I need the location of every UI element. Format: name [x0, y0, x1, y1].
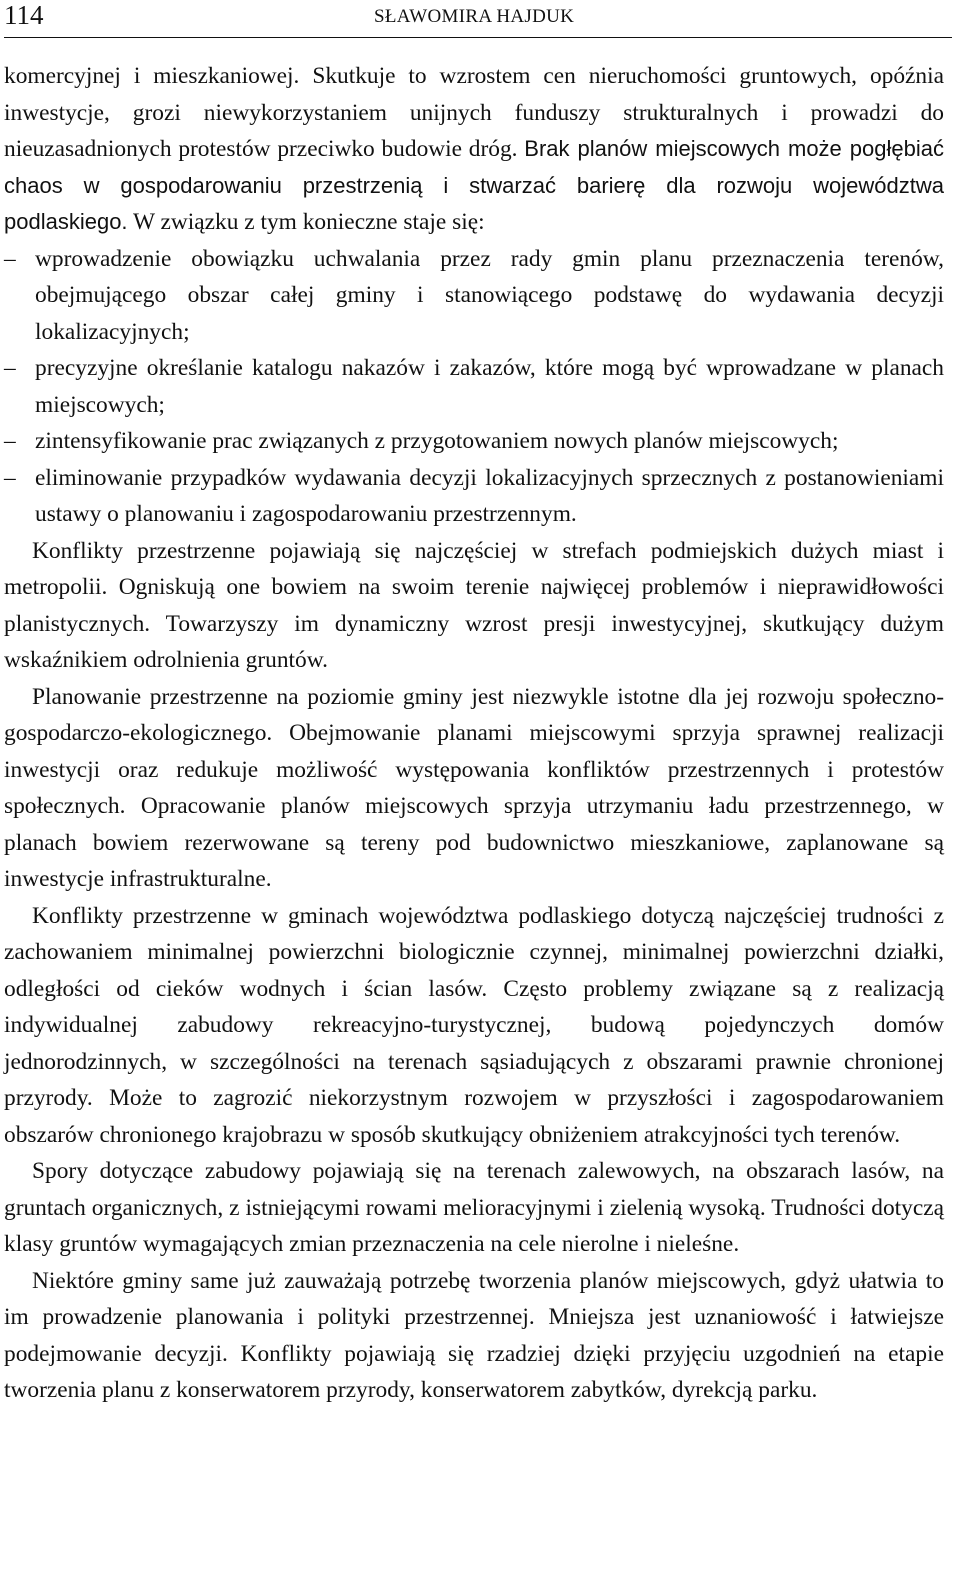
paragraph-1-start: komercyjnej i mieszkaniowej. Skutkuje to wzrostem cen nieruchomości gruntowych, opóźnia inwestycje, grozi niewykorzystaniem unijnych funduszy strukturalnych i prowadzi do nieuzasadnionych protestów przeciwko budowie dróg.: [4, 63, 944, 162]
list-item: [4, 423, 944, 460]
paragraph-2: Konflikty przestrzenne pojawiają się najczęściej w strefach podmiejskich dużych miast i metropolii. Ogniskują one bowiem na swoim terenie najwięcej problemów i nieprawidłowości planistycznych. Towarzyszy im dynamiczny wzrost presji inwestycyjnej, skutkujący dużym wskaźnikiem odrolnienia gruntów.: [4, 537, 944, 673]
list-dash: –: [4, 428, 16, 454]
list-item-text: wprowadzenie obowiązku uchwalania przez rady gmin planu przeznaczenia terenów, obejmującego obszar całej gminy i stanowiącego podstawę do wydawania decyzji lokalizacyjnych;: [35, 245, 944, 345]
paragraph-3: Planowanie przestrzenne na poziomie gminy jest niezwykle istotne dla jej rozwoju społeczno-gospodarczo-ekologicznego. Obejmowanie planami miejscowymi sprzyja sprawnej realizacji inwestycji oraz redukuje możliwość występowania konfliktów przestrzennych i protestów społecznych. Opracowanie planów miejscowych sprzyja utrzymaniu ładu przestrzennego, w planach bowiem rezerwowane są tereny pod budownictwo mieszkaniowe, zaplanowane są inwestycje infrastrukturalne.: [4, 683, 944, 892]
list-item: [4, 460, 944, 533]
list-item: [4, 350, 944, 423]
list-item: [4, 241, 944, 351]
list-dash: –: [4, 245, 16, 272]
header-rule: [4, 37, 952, 38]
paragraph-1-narrow: Brak planów miejscowych może pogłębiać chaos w gospodarowaniu przestrzenią i stwarzać barierę dla rozwoju województwa podlaskiego.: [4, 136, 944, 234]
running-head: SŁAWOMIRA HAJDUK: [374, 6, 575, 27]
list-item-text: precyzyjne określanie katalogu nakazów i zakazów, które mogą być wprowadzane w planach miejscowych;: [35, 355, 944, 418]
list-dash: –: [4, 464, 16, 491]
list-item-text: eliminowanie przypadków wydawania decyzji lokalizacyjnych sprzecznych z postanowieniami ustawy o planowaniu i zagospodarowaniu przestrzennym.: [35, 464, 944, 527]
article-body: [4, 58, 944, 1409]
paragraph-4: Konflikty przestrzenne w gminach województwa podlaskiego dotyczą najczęściej trudności z zachowaniem minimalnej powierzchni biologicznie czynnej, minimalnej powierzchni działki, odległości od cieków wodnych i ścian lasów. Często problemy związane są z realizacją indywidualnej zabudowy rekreacyjno-turystycznej, budową pojedynczych domów jednorodzinnych, w szczególności na terenach sąsiadujących z obszarami prawnie chronionej przyrody. Może to zagrozić niekorzystnym rozwojem w przyszłości i zagospodarowaniem obszarów chronionego krajobrazu w sposób skutkujący obniżeniem atrakcyjności tych terenów.: [4, 902, 944, 1148]
requirements-list: [4, 241, 944, 533]
list-dash: –: [4, 355, 16, 381]
paragraph-5: Spory dotyczące zabudowy pojawiają się na terenach zalewowych, na obszarach lasów, na gruntach organicznych, z istniejącymi rowami melioracyjnymi i zielenią wysoką. Trudności dotyczą klasy gruntów wymagających zmian przeznaczenia na cele nierolne i nieleśne.: [4, 1158, 944, 1257]
page-header: [0, 0, 960, 42]
paragraph-6: Niektóre gminy same już zauważają potrzebę tworzenia planów miejscowych, gdyż ułatwia to im prowadzenie planowania i polityki przestrzennej. Mniejsza jest uznaniowość i łatwiejsze podejmowanie decyzji. Konflikty pojawiają się rzadziej dzięki przyjęciu uzgodnień na etapie tworzenia planu z konserwatorem przyrody, konserwatorem zabytków, dyrekcją parku.: [4, 1267, 944, 1403]
page-number: 114: [4, 0, 44, 30]
list-item-text: zintensyfikowanie prac związanych z przygotowaniem nowych planów miejscowych;: [35, 428, 839, 454]
paragraph-1-continuation: W związku z tym konieczne staje się:: [132, 209, 485, 235]
paragraph-1: [4, 58, 944, 241]
